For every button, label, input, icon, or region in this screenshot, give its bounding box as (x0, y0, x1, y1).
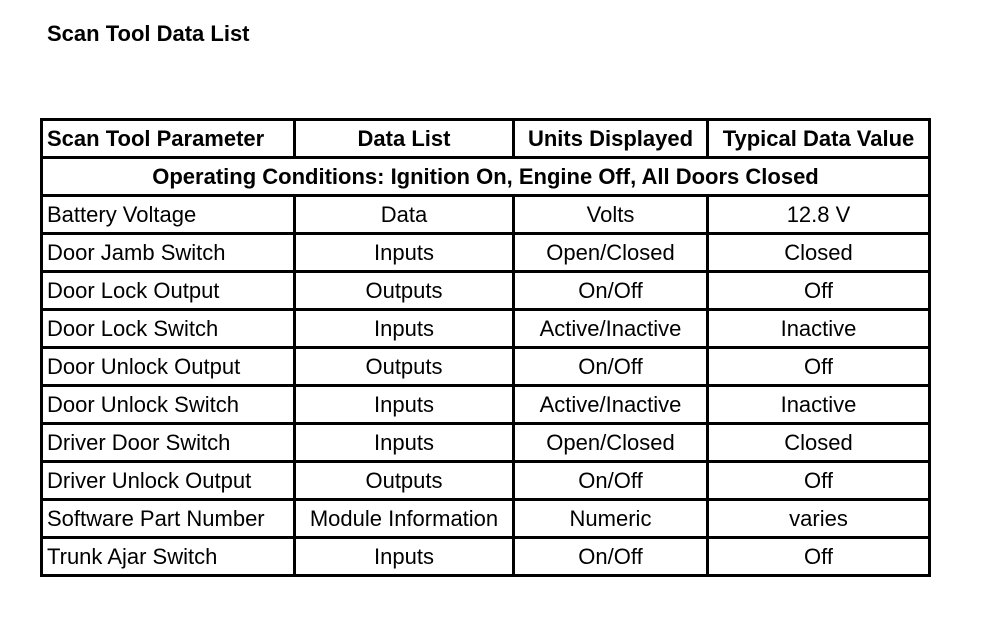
page-title: Scan Tool Data List (47, 21, 250, 46)
cell-parameter: Trunk Ajar Switch (42, 538, 295, 576)
table-header-row (42, 120, 930, 158)
cell-units: Numeric (514, 500, 708, 538)
cell-units: On/Off (514, 348, 708, 386)
cell-data-list: Inputs (295, 424, 514, 462)
cell-typical-value: Off (708, 462, 930, 500)
operating-conditions: Operating Conditions: Ignition On, Engine Off, All Doors Closed (42, 158, 930, 196)
table-row (42, 386, 930, 424)
cell-data-list: Outputs (295, 272, 514, 310)
table-row (42, 424, 930, 462)
cell-typical-value: Inactive (708, 310, 930, 348)
cell-typical-value: Closed (708, 234, 930, 272)
header-scan-tool-parameter: Scan Tool Parameter (42, 120, 295, 158)
cell-data-list: Outputs (295, 348, 514, 386)
table-row (42, 272, 930, 310)
cell-typical-value: Off (708, 538, 930, 576)
operating-conditions-row (42, 158, 930, 196)
cell-parameter: Door Unlock Output (42, 348, 295, 386)
cell-units: On/Off (514, 272, 708, 310)
cell-parameter: Software Part Number (42, 500, 295, 538)
cell-typical-value: Inactive (708, 386, 930, 424)
cell-data-list: Outputs (295, 462, 514, 500)
table-row (42, 234, 930, 272)
cell-data-list: Module Information (295, 500, 514, 538)
cell-units: Active/Inactive (514, 310, 708, 348)
cell-data-list: Inputs (295, 234, 514, 272)
scan-tool-data-table (40, 118, 931, 577)
cell-data-list: Inputs (295, 310, 514, 348)
cell-parameter: Door Lock Switch (42, 310, 295, 348)
table-row (42, 196, 930, 234)
cell-data-list: Inputs (295, 386, 514, 424)
cell-units: Volts (514, 196, 708, 234)
cell-units: On/Off (514, 538, 708, 576)
cell-parameter: Driver Door Switch (42, 424, 295, 462)
table-row (42, 500, 930, 538)
header-data-list: Data List (295, 120, 514, 158)
cell-parameter: Door Unlock Switch (42, 386, 295, 424)
cell-units: Active/Inactive (514, 386, 708, 424)
cell-units: On/Off (514, 462, 708, 500)
cell-units: Open/Closed (514, 234, 708, 272)
cell-units: Open/Closed (514, 424, 708, 462)
cell-typical-value: Closed (708, 424, 930, 462)
cell-parameter: Battery Voltage (42, 196, 295, 234)
cell-typical-value: varies (708, 500, 930, 538)
cell-data-list: Data (295, 196, 514, 234)
cell-typical-value: Off (708, 348, 930, 386)
table-row (42, 462, 930, 500)
cell-typical-value: 12.8 V (708, 196, 930, 234)
header-typical-data-value: Typical Data Value (708, 120, 930, 158)
table-row (42, 348, 930, 386)
cell-parameter: Driver Unlock Output (42, 462, 295, 500)
cell-parameter: Door Lock Output (42, 272, 295, 310)
table-row (42, 310, 930, 348)
cell-data-list: Inputs (295, 538, 514, 576)
header-units-displayed: Units Displayed (514, 120, 708, 158)
table-row (42, 538, 930, 576)
cell-typical-value: Off (708, 272, 930, 310)
cell-parameter: Door Jamb Switch (42, 234, 295, 272)
